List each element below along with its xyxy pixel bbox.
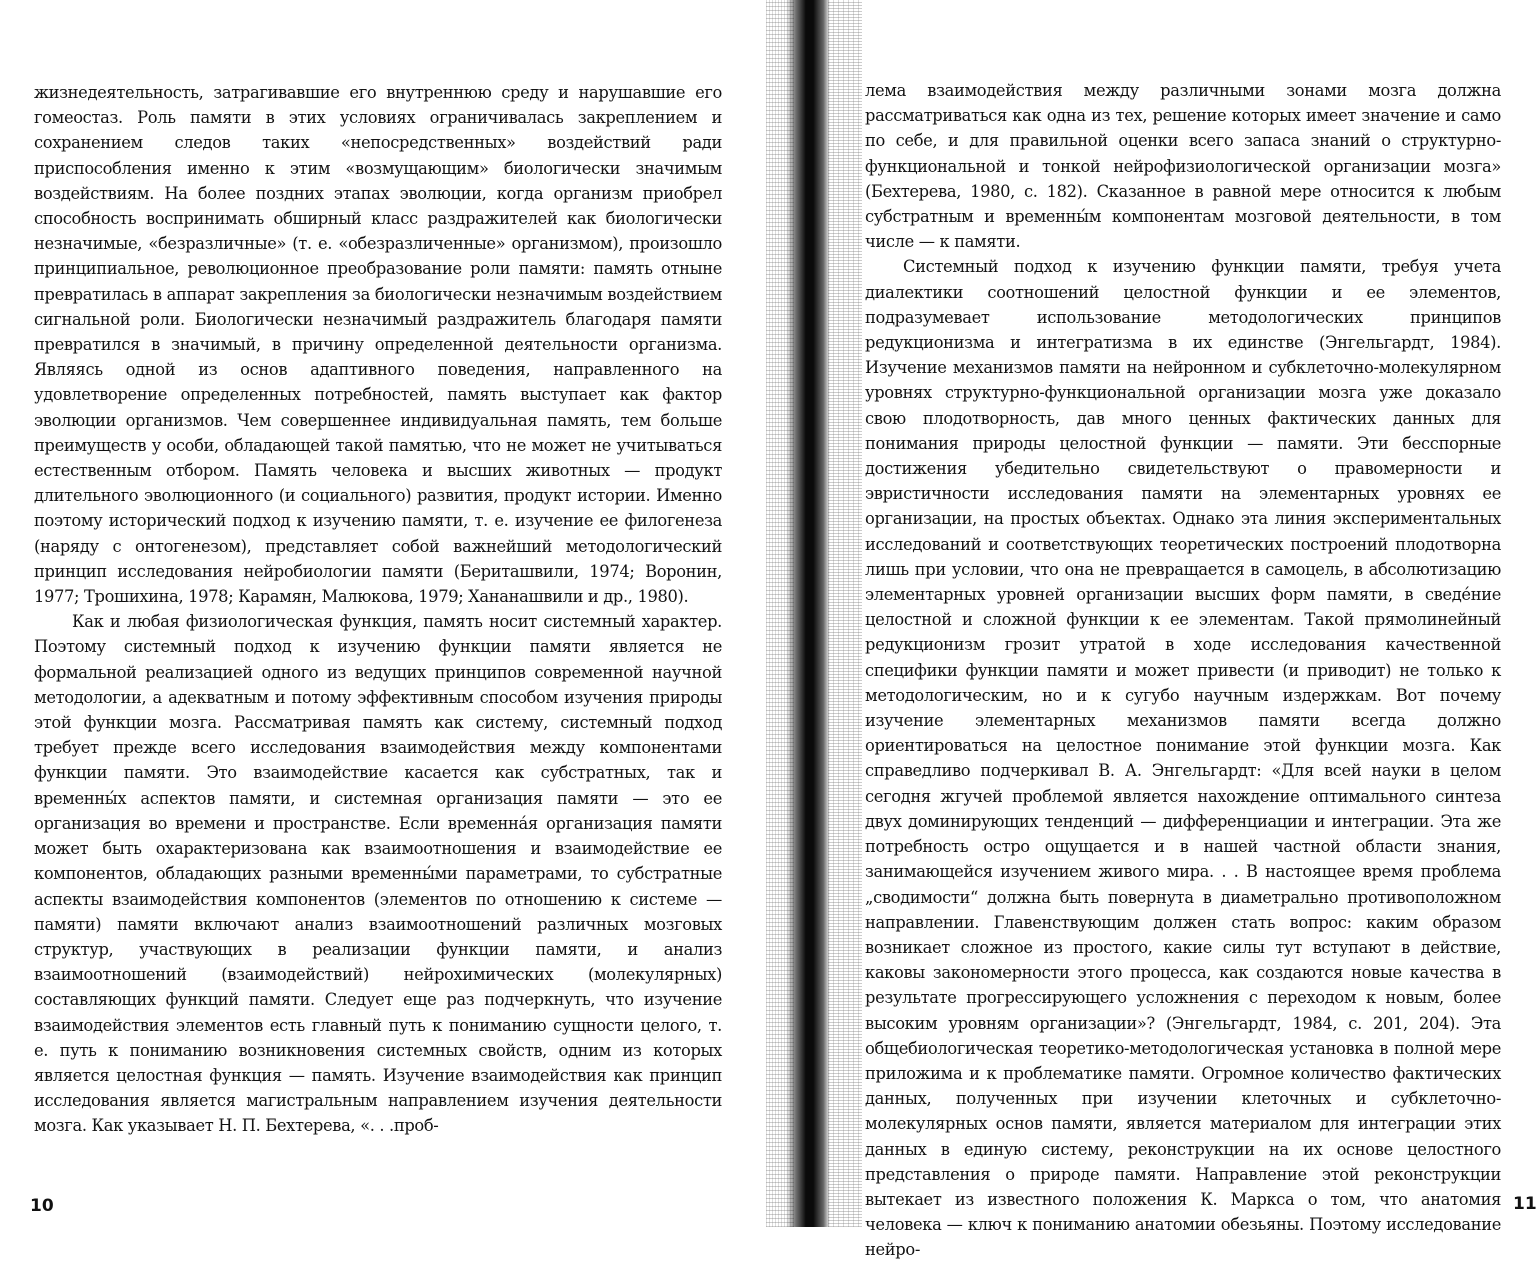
right-paragraph-2: Системный подход к изучению функции памяти, требуя учета диалектики соотношений целостной функции и ее элементов, подразумевает использование методологических принципов редукционизма и интегратизма в их единстве (Энгельгардт, 1984). Изучение механизмов памяти на нейронном и субклеточно-молекулярном уровнях структурно-функциональной организации мозга уже доказало свою плодотворность, дав много ценных фактических данных для понимания природы целостной функции — памяти. Эти бесспорные достижения убедительно свидетельствуют о правомерности и эвристичности исследования памяти на элементарных уровнях ее организации, на простых объектах. Однако эта линия экспериментальных исследований и соответствующих теоретических построений плодотворна лишь при условии, что она не превращается в самоцель, в абсолютизацию элементарных уровней организации высших форм памяти, в сведе́ние целостной и сложной функции к ее элементам. Такой прямолинейный редукционизм грозит утратой в ходе исследования качественной специфики функции памяти и может привести (и приводит) не только к методологическим, но и к сугубо научным издержкам. Вот почему изучение элементарных механизмов памяти всегда должно ориентироваться на целостное понимание этой функции мозга. Как справедливо подчеркивал В. А. Энгельгардт: «Для всей науки в целом сегодня жгучей проблемой является нахождение оптимального синтеза двух доминирующих тенденций — дифференциации и интеграции. Эта же потребность остро ощущается и в нашей частной области знания, занимающейся изучением живого мира. . . В настоящее время проблема „сводимости“ должна быть повернута в диаметрально противоположном направлении. Главенствующим должен стать вопрос: каким образом возникает сложное из простого, какие силы тут вступают в действие, каковы закономерности этого процесса, как создаются новые качества в результате прогрессирующего усложнения с переходом к новым, более высоким уровням организации»? (Энгельгардт, 1984, с. 201, 204). Эта общебиологическая теоретико-методологическая установка в полной мере приложима и к проблематике памяти. Огромное количество фактических данных, полученных при изучении клеточных и субклеточно-молекулярных основ памяти, является материалом для интеграции этих данных в единую систему, реконструкции на их основе целостного представления о природе памяти. Направление этой реконструкции вытекает из известного положения К. Маркса о том, что анатомия человека — ключ к пониманию анатомии обезьяны. Поэтому исследование нейро- (865, 257, 1501, 1260)
right-page-text (865, 78, 1501, 1263)
right-paragraph-1: лема взаимодействия между различными зонами мозга должна рассматриваться как одна из тех, решение которых имеет значение и само по себе, и для правильной оценки всего запаса знаний о структурно-функциональной и тонкой нейрофизиологической организации мозга» (Бехтерева, 1980, с. 182). Сказанное в равной мере относится к любым субстратным и временны́м компонентам мозговой деятельности, в том числе — к памяти. (865, 81, 1501, 252)
left-page-text (34, 80, 722, 1139)
left-page (0, 0, 769, 1227)
right-page (769, 0, 1538, 1260)
left-paragraph-2: Как и любая физиологическая функция, память носит системный характер. Поэтому системный подход к изучению функции памяти является не формальной реализацией одного из ведущих принципов современной научной методологии, а адекватным и потому эффективным способом изучения природы этой функции мозга. Рассматривая память как систему, системный подход требует прежде всего исследования взаимодействия между компонентами функции памяти. Это взаимодействие касается как субстратных, так и временны́х аспектов памяти, и системная организация памяти — это ее организация во времени и пространстве. Если временна́я организация памяти может быть охарактеризована как взаимоотношения и взаимодействие ее компонентов, обладающих разными временны́ми параметрами, то субстратные аспекты взаимодействия компонентов (элементов по отношению к системе — памяти) памяти включают анализ взаимоотношений различных мозговых структур, участвующих в реализации функции памяти, и анализ взаимоотношений (взаимодействий) нейрохимических (молекулярных) составляющих функций памяти. Следует еще раз подчеркнуть, что изучение взаимодействия элементов есть главный путь к пониманию сущности целого, т. е. путь к пониманию возникновения системных свойств, одним из которых является целостная функция — память. Изучение взаимодействия как принцип исследования является магистральным направлением изучения деятельности мозга. Как указывает Н. П. Бехтерева, «. . .проб- (34, 612, 722, 1136)
right-page-number: 11 (1513, 1194, 1537, 1214)
left-paragraph-1: жизнедеятельность, затрагивавшие его внутреннюю среду и нарушавшие его гомеостаз. Роль памяти в этих условиях ограничивалась закреплением и сохранением следов таких «непосредственных» воздействий ради приспособления именно к этим «возмущающим» биологически значимым воздействиям. На более поздних этапах эволюции, когда организм приобрел способность воспринимать обширный класс раздражителей как биологически незначимые, «безразличные» (т. е. «обезразличенные» организмом), произошло принципиальное, революционное преобразование роли памяти: память отныне превратилась в аппарат закрепления за биологически незначимым воздействием сигнальной роли. Биологически незначимый раздражитель благодаря памяти превратился в значимый, в причину определенной деятельности организма. Являясь одной из основ адаптивного поведения, направленного на удовлетворение определенных потребностей, память выступает как фактор эволюции организмов. Чем совершеннее индивидуальная память, тем больше преимуществ у особи, обладающей такой памятью, что не может не учитываться естественным отбором. Память человека и высших животных — продукт длительного эволюционного (и социального) развития, продукт истории. Именно поэтому исторический подход к изучению памяти, т. е. изучение ее филогенеза (наряду с онтогенезом), представляет собой важнейший методологический принцип исследования нейробиологии памяти (Бериташвили, 1974; Воронин, 1977; Трошихина, 1978; Карамян, Малюкова, 1979; Хананашвили и др., 1980). (34, 83, 722, 607)
left-page-number: 10 (30, 1196, 54, 1216)
